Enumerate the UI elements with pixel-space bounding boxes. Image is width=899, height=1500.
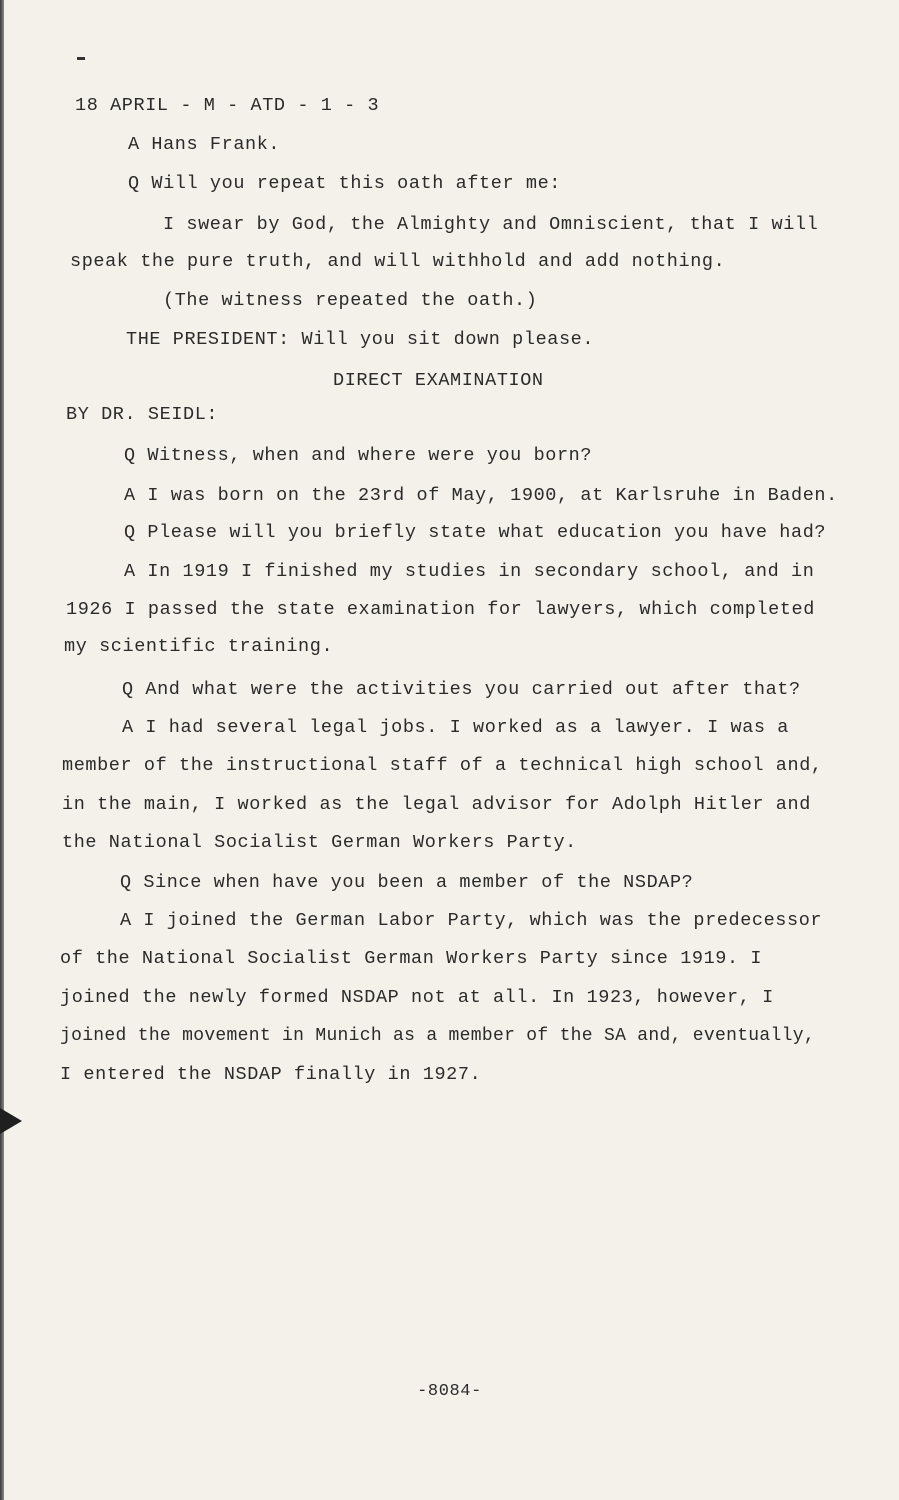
- text-line: A I was born on the 23rd of May, 1900, at Karlsruhe in Baden.: [124, 485, 838, 506]
- text-line: Q Will you repeat this oath after me:: [128, 173, 561, 194]
- text-line: Q Please will you briefly state what education you have had?: [124, 522, 827, 543]
- text-line: Q Since when have you been a member of the NSDAP?: [120, 872, 694, 893]
- text-line: A In 1919 I finished my studies in secondary school, and in: [124, 561, 815, 582]
- binder-mark: [0, 1108, 22, 1134]
- text-line: BY DR. SEIDL:: [66, 404, 219, 425]
- ink-mark: [77, 57, 85, 60]
- text-line: joined the movement in Munich as a member of the SA and, eventually,: [60, 1026, 815, 1046]
- text-line: joined the newly formed NSDAP not at all. In 1923, however, I: [60, 987, 774, 1008]
- text-line: Q And what were the activities you carried out after that?: [122, 679, 801, 700]
- text-line: (The witness repeated the oath.): [163, 290, 538, 311]
- text-line: in the main, I worked as the legal advisor for Adolph Hitler and: [62, 794, 811, 815]
- text-line: I swear by God, the Almighty and Omniscient, that I will: [163, 214, 819, 235]
- page-number: -8084-: [417, 1382, 482, 1401]
- text-line: A I had several legal jobs. I worked as a lawyer. I was a: [122, 717, 790, 738]
- document-header: 18 APRIL - M - ATD - 1 - 3: [75, 95, 380, 116]
- text-line: my scientific training.: [64, 636, 334, 657]
- text-line: I entered the NSDAP finally in 1927.: [60, 1064, 482, 1085]
- text-line: speak the pure truth, and will withhold and add nothing.: [70, 251, 726, 272]
- text-line: A Hans Frank.: [128, 134, 281, 155]
- text-line: member of the instructional staff of a technical high school and,: [62, 755, 823, 776]
- text-line: THE PRESIDENT: Will you sit down please.: [126, 329, 595, 350]
- text-line: of the National Socialist German Workers Party since 1919. I: [60, 948, 763, 969]
- text-line: the National Socialist German Workers Party.: [62, 832, 577, 853]
- text-line: 1926 I passed the state examination for lawyers, which completed: [66, 599, 815, 620]
- text-line: A I joined the German Labor Party, which was the predecessor: [120, 910, 823, 931]
- page-edge: [0, 0, 4, 1500]
- section-heading: DIRECT EXAMINATION: [333, 370, 544, 391]
- text-line: Q Witness, when and where were you born?: [124, 445, 593, 466]
